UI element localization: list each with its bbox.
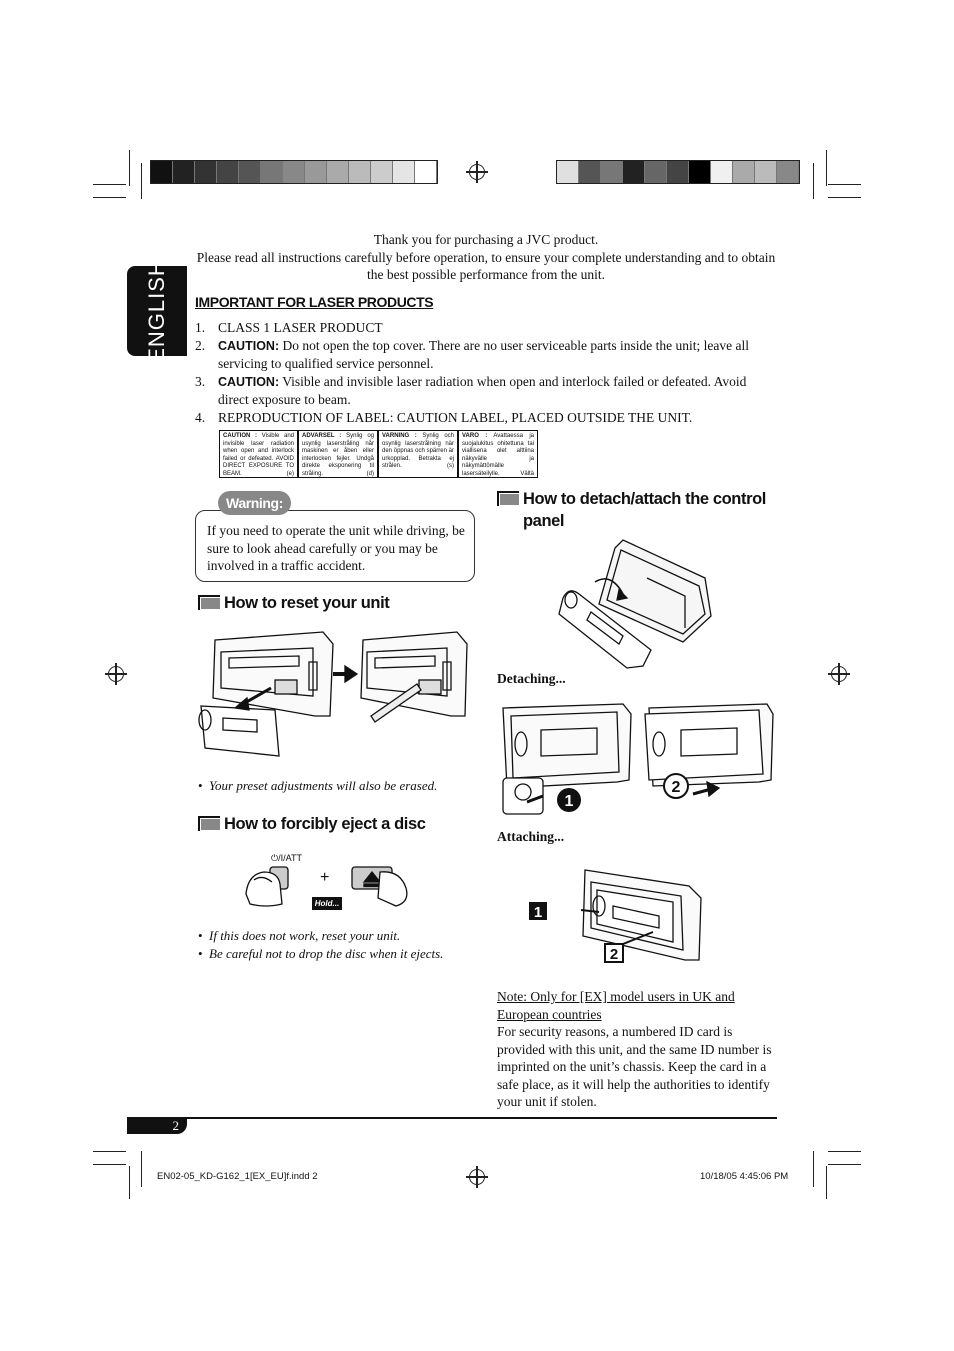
plus-sign: + <box>320 869 330 886</box>
panel-case-illustration <box>555 538 715 668</box>
list-item: 4. REPRODUCTION OF LABEL: CAUTION LABEL, PLACED OUTSIDE THE UNIT. <box>195 409 693 425</box>
color-swatch <box>393 161 415 183</box>
note-text: For security reasons, a numbered ID card is provided with this unit, and the same ID number is imprinted on the unit’s chassis. Keep the card in a safe place, as it will help the authorities to identify your unit if stolen. <box>497 1024 772 1109</box>
color-swatch <box>557 161 579 183</box>
intro-text <box>190 231 782 284</box>
color-swatch <box>601 161 623 183</box>
caution-label-fi: VARO : Avattaessa ja suojalukitus ohitettuna tai viallisena olet alttiina näkyvälle ja näkymättömälle lasersäteilylle. Vältä <box>458 430 538 478</box>
laser-list <box>195 319 780 426</box>
crop-mark <box>828 1164 861 1165</box>
list-item: 3. CAUTION: Visible and invisible laser radiation when open and interlock failed or defeated. Avoid direct exposure to beam. <box>195 373 747 407</box>
color-bar-left <box>150 160 438 184</box>
reset-illustration <box>195 628 477 758</box>
section-icon <box>198 595 220 609</box>
warning-badge: Warning: <box>218 491 291 515</box>
warning-text: If you need to operate the unit while driving, be sure to look ahead carefully or you may be involved in a traffic accident. <box>207 523 465 573</box>
crop-mark <box>129 150 130 186</box>
color-swatch <box>305 161 327 183</box>
file-slug: EN02-05_KD-G162_1[EX_EU]f.indd 2 <box>157 1171 318 1182</box>
color-swatch <box>283 161 305 183</box>
step-2-marker: 2 <box>671 779 681 796</box>
color-bar-right <box>556 160 800 184</box>
caution-keyword: CAUTION: <box>218 338 280 353</box>
caution-label-da: ADVARSEL : Synlig og usynlig laserstråling når maskinen er åben eller interlocken fejler. Undgå direkte eksponering til stråling. (d) <box>298 430 378 478</box>
crop-mark <box>141 1151 142 1187</box>
section-icon <box>198 816 220 830</box>
footer-rule <box>127 1117 777 1119</box>
color-swatch <box>623 161 645 183</box>
color-swatch <box>733 161 755 183</box>
color-swatch <box>239 161 261 183</box>
registration-mark-icon <box>108 666 124 682</box>
crop-mark <box>93 1164 126 1165</box>
registration-mark-icon <box>469 1169 485 1185</box>
color-swatch <box>173 161 195 183</box>
power-att-label: ⏻/I/ATT <box>271 853 302 863</box>
detach-illustration <box>497 700 777 820</box>
color-swatch <box>327 161 349 183</box>
page-number: 2 <box>127 1118 187 1134</box>
attach-step-1-marker: 1 <box>533 904 543 921</box>
list-item: 1. CLASS 1 LASER PRODUCT <box>195 320 383 335</box>
caution-keyword: CAUTION: <box>218 374 280 389</box>
color-swatch <box>195 161 217 183</box>
color-swatch <box>755 161 777 183</box>
color-swatch <box>711 161 733 183</box>
laser-heading: IMPORTANT FOR LASER PRODUCTS <box>195 294 434 310</box>
warning-box <box>195 510 475 582</box>
intro-line-1: Thank you for purchasing a JVC product. <box>373 232 599 247</box>
crop-mark <box>93 184 126 185</box>
language-tab-label: ENGLISH <box>144 259 169 363</box>
language-tab <box>127 259 187 363</box>
eject-note-2: • Be careful not to drop the disc when it ejects. <box>209 946 443 962</box>
color-swatch <box>261 161 283 183</box>
registration-mark-icon <box>831 666 847 682</box>
color-swatch <box>371 161 393 183</box>
crop-mark <box>813 163 814 199</box>
detach-heading: How to detach/attach the control panel <box>497 488 782 532</box>
color-swatch <box>645 161 667 183</box>
color-swatch <box>579 161 601 183</box>
eject-note-1: • If this does not work, reset your unit. <box>209 928 400 944</box>
color-swatch <box>151 161 173 183</box>
crop-mark <box>828 184 861 185</box>
crop-mark <box>93 197 126 198</box>
caution-label-en: CAUTION : Visible and invisible laser radiation when open and interlock failed or defeated. AVOID DIRECT EXPOSURE TO BEAM. (e) <box>219 430 298 478</box>
color-swatch <box>217 161 239 183</box>
attach-illustration <box>533 864 705 964</box>
attach-step-2-marker: 2 <box>609 946 619 963</box>
intro-line-2: Please read all instructions carefully before operation, to ensure your complete understanding and to obtain the best possible performance from the unit. <box>196 249 776 282</box>
reset-heading: How to reset your unit <box>198 592 389 614</box>
color-swatch <box>415 161 437 183</box>
note-heading: Note: Only for [EX] model users in UK and European countries <box>497 989 735 1022</box>
color-swatch <box>667 161 689 183</box>
hold-badge: Hold... <box>312 897 342 910</box>
crop-mark <box>129 1166 130 1199</box>
attaching-label: Attaching... <box>497 829 565 844</box>
caution-label-sv: VARNING : Synlig och osynlig laserstrålning när den öppnas och spärren är urkopplad. Betrakta ej strålen. (s) <box>378 430 458 478</box>
crop-mark <box>93 1151 126 1152</box>
color-swatch <box>777 161 799 183</box>
list-item: 2. CAUTION: Do not open the top cover. There are no user serviceable parts inside the unit; leave all servicing to qualified service personnel. <box>195 337 749 371</box>
detaching-label: Detaching... <box>497 671 566 686</box>
color-swatch <box>689 161 711 183</box>
section-icon <box>497 491 519 505</box>
reset-note: • Your preset adjustments will also be erased. <box>209 778 437 794</box>
step-1-marker: 1 <box>564 793 574 810</box>
crop-mark <box>828 1151 861 1152</box>
crop-mark <box>826 1166 827 1199</box>
date-slug: 10/18/05 4:45:06 PM <box>700 1171 789 1182</box>
crop-mark <box>141 163 142 199</box>
registration-mark-icon <box>469 164 485 180</box>
crop-mark <box>828 197 861 198</box>
eject-heading: How to forcibly eject a disc <box>198 813 426 835</box>
id-card-note <box>497 988 782 1111</box>
crop-mark <box>813 1151 814 1187</box>
color-swatch <box>349 161 371 183</box>
crop-mark <box>826 150 827 186</box>
